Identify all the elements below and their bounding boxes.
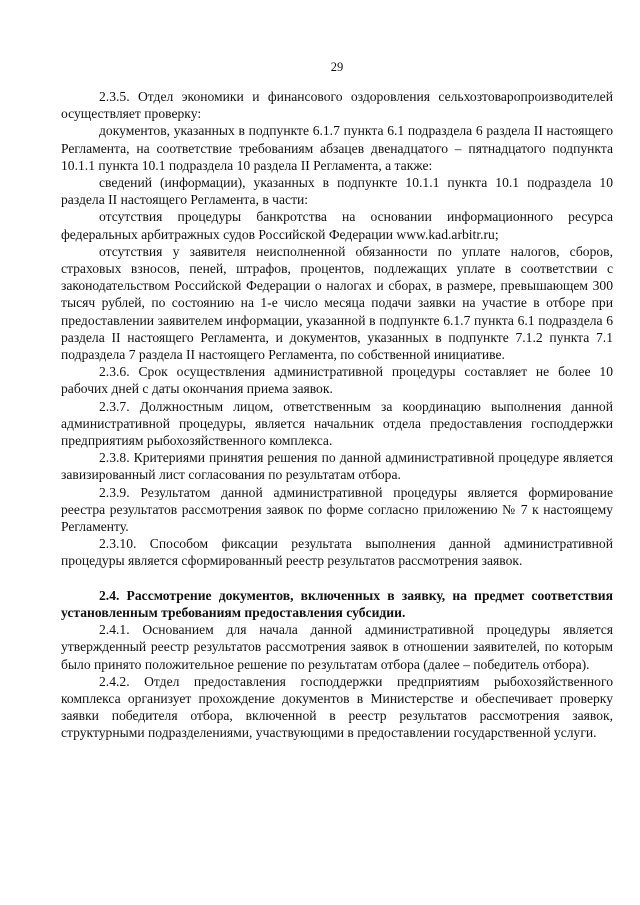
section-heading-2-4: 2.4. Рассмотрение документов, включенных в заявку, на предмет соответствия установленным требованиям предоставления субсидии. (61, 587, 613, 620)
paragraph-information-check: сведений (информации), указанных в подпункте 10.1.1 пункта 10.1 подраздела 10 раздела II настоящего Регламента, в части: (61, 175, 613, 208)
paragraph-2-4-2: 2.4.2. Отдел предоставления господдержки предприятиям рыбохозяйственного комплекса организует прохождение документов в Министерстве и обеспечивает проверку заявки победителя отбора, включенной в реестр результатов рассмотрения заявок, структурными подразделениями, участвующими в предоставлении государственной услуги. (61, 673, 613, 741)
paragraph-2-3-10: 2.3.10. Способом фиксации результата выполнения данной административной процедуры является сформированный реестр результатов рассмотрения заявок. (61, 536, 613, 569)
paragraph-2-4-1: 2.4.1. Основанием для начала данной административной процедуры является утвержденный реестр результатов рассмотрения заявок в отношении заявителей, по которым было принято положительное решение по результатам отбора (далее – победитель отбора). (61, 622, 613, 672)
document-body (61, 88, 613, 742)
paragraph-documents-check: документов, указанных в подпункте 6.1.7 пункта 6.1 подраздела 6 раздела II настоящего Регламента, на соответствие требованиям абзацев двенадцатого – пятнадцатого подпункта 10.1.1 пункта 10.1 подраздела 10 раздела II Регламента, а также: (61, 123, 613, 173)
paragraph-2-3-7: 2.3.7. Должностным лицом, ответственным за координацию выполнения данной административной процедуры, является начальник отдела предоставления господдержки предприятиям рыбохозяйственного комплекса. (61, 398, 613, 449)
paragraph-2-3-6: 2.3.6. Срок осуществления административной процедуры составляет не более 10 рабочих дней с даты окончания приема заявок. (61, 364, 613, 397)
page-number: 29 (330, 60, 344, 74)
paragraph-tax-debt: отсутствия у заявителя неисполненной обязанности по уплате налогов, сборов, страховых взносов, пеней, штрафов, процентов, подлежащих уплате в соответствии с законодательством Российской Федерации о налогах и сборах, в размере, превышающем 300 тысяч рублей, по состоянию на 1-е число месяца подачи заявки на участие в отборе при предоставлении заявителем информации, указанной в подпункте 6.1.7 пункта 6.1 подраздела 6 раздела II настоящего Регламента, и документов, указанных в подпункте 7.1.2 пункта 7.1 подраздела 7 раздела II настоящего Регламента, по собственной инициативе. (61, 243, 613, 363)
paragraph-2-3-5: 2.3.5. Отдел экономики и финансового оздоровления сельхозтоваропроизводителей осуществляет проверку: (61, 89, 613, 122)
paragraph-bankruptcy: отсутствия процедуры банкротства на основании информационного ресурса федеральных арбитражных судов Российской Федерации www.kad.arbitr.ru; (61, 209, 613, 242)
paragraph-2-3-8: 2.3.8. Критериями принятия решения по данной административной процедуре является завизированный лист согласования по результатам отбора. (61, 450, 613, 483)
section-spacer (61, 570, 613, 587)
paragraph-2-3-9: 2.3.9. Результатом данной административной процедуры является формирование реестра результатов рассмотрения заявок по форме согласно приложению № 7 к настоящему Регламенту. (61, 484, 613, 535)
